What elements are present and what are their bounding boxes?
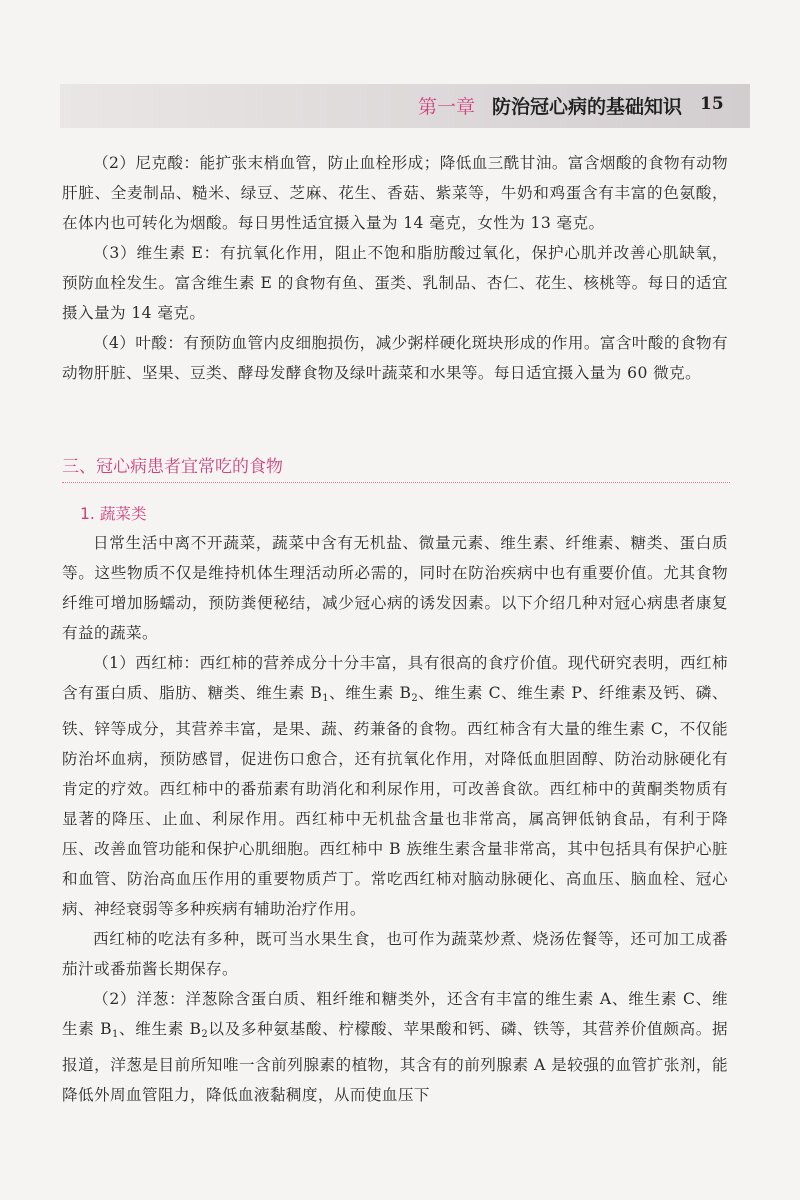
section-divider — [62, 482, 730, 483]
chapter-title: 防治冠心病的基础知识 — [492, 96, 683, 118]
paragraph-niacin: （2）尼克酸：能扩张末梢血管，防止血栓形成；降低血三酰甘油。富含烟酸的食物有动物肝脏、全麦制品、糙米、绿豆、芝麻、花生、香菇、紫菜等，牛奶和鸡蛋含有丰富的色氨酸，在体内也可转化为烟酸。每日男性适宜摄入量为 14 毫克，女性为 13 毫克。 — [62, 154, 728, 232]
paragraph-tomato-eating: 西红柿的吃法有多种，既可当水果生食，也可作为蔬菜炒煮、烧汤佐餐等，还可加工成番茄汁或番茄酱长期保存。 — [62, 930, 728, 978]
tomato-text-1: （1）西红柿：西红柿的营养成分十分丰富，具有很高的食疗价值。现代研究表明，西红柿含有蛋白质、脂肪、糖类、维生素 B — [62, 654, 728, 702]
paragraph-vegetable-intro: 日常生活中离不开蔬菜，蔬菜中含有无机盐、微量元素、维生素、纤维素、糖类、蛋白质等。这些物质不仅是维持机体生理活动所必需的，同时在防治疾病中也有重要价值。尤其食物纤维可增加肠蠕动，预防粪便秘结，减少冠心病的诱发因素。以下介绍几种对冠心病患者康复有益的蔬菜。 — [62, 534, 728, 642]
subscript-1: 1 — [322, 693, 329, 704]
paragraph-onion — [62, 984, 728, 1110]
chapter-label: 第一章 — [418, 96, 476, 118]
paragraph-folic-acid: （4）叶酸：有预防血管内皮细胞损伤，减少粥样硬化斑块形成的作用。富含叶酸的食物有动物肝脏、坚果、豆类、酵母发酵食物及绿叶蔬菜和水果等。每日适宜摄入量为 60 微克。 — [62, 334, 728, 382]
sub-heading-vegetables: 1. 蔬菜类 — [80, 505, 147, 523]
subscript-2: 2 — [201, 1029, 209, 1040]
tomato-text-2: 、维生素 B — [328, 684, 412, 702]
nutrient-paragraphs — [62, 148, 728, 388]
paragraph-vitamin-e: （3）维生素 E：有抗氧化作用，阻止不饱和脂肪酸过氧化，保护心肌并改善心肌缺氧，预防血栓发生。富含维生素 E 的食物有鱼、蛋类、乳制品、杏仁、花生、核桃等。每日的适宜摄入量为 14 毫克。 — [62, 244, 728, 322]
page-number: 15 — [700, 94, 724, 114]
section-heading: 三、冠心病患者宜常吃的食物 — [62, 457, 283, 477]
subscript-1: 1 — [111, 1029, 119, 1040]
paragraph-tomato — [62, 648, 728, 924]
onion-text-1: （2）洋葱：洋葱除含蛋白质、粗纤维和糖类外，还含有丰富的维生素 A、维生素 C、维生素 B — [62, 990, 728, 1038]
onion-text-2: 、维生素 B — [118, 1020, 202, 1038]
tomato-text-3: 、维生素 C、维生素 P、纤维素及钙、磷、铁、锌等成分，其营养丰富，是果、蔬、药兼备的食物。西红柿含有大量的维生素 C，不仅能防治坏血病，预防感冒，促进伤口愈合，还有抗氧化作用，对降低血胆固醇、防治动脉硬化有肯定的疗效。西红柿中的番茄素有助消化和利尿作用，可改善食欲。西红柿中的黄酮类物质有显著的降压、止血、利尿作用。西红柿中无机盐含量也非常高，属高钾低钠食品，有利于降压、改善血管功能和保护心肌细胞。西红柿中 B 族维生素含量非常高，其中包括具有保护心脏和血管、防治高血压作用的重要物质芦丁。常吃西红柿对脑动脉硬化、高血压、脑血栓、冠心病、神经衰弱等多种疾病有辅助治疗作用。 — [62, 684, 728, 918]
onion-text-3: 以及多种氨基酸、柠檬酸、苹果酸和钙、磷、铁等，其营养价值颇高。据报道，洋葱是目前所知唯一含前列腺素的植物，其含有的前列腺素 A 是较强的血管扩张剂，能降低外周血管阻力，降低血液黏稠度，从而使血压下 — [62, 1020, 728, 1104]
vegetable-paragraphs — [62, 528, 728, 1110]
subscript-2: 2 — [411, 693, 419, 704]
